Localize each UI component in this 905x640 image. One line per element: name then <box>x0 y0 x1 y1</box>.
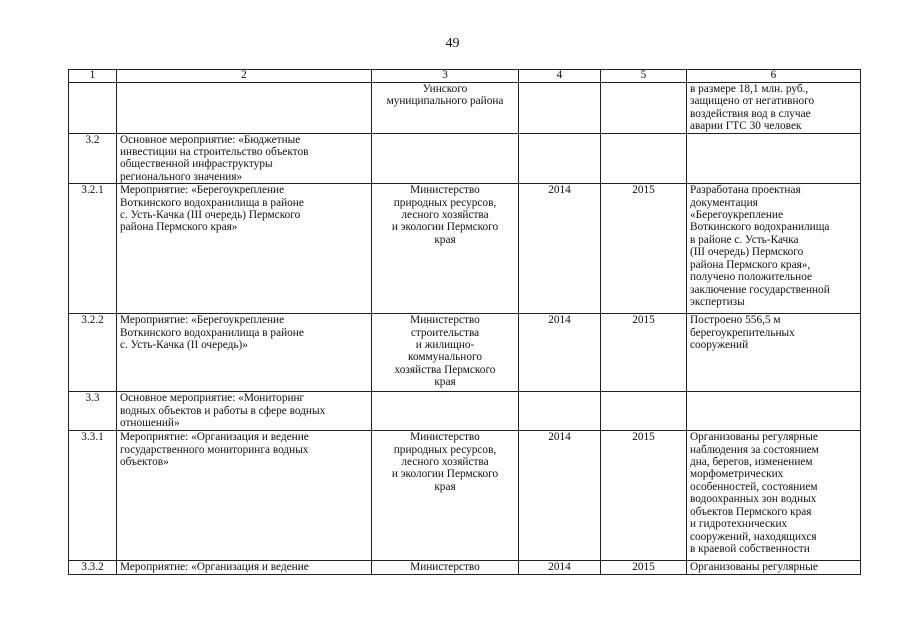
activity-cell: Мероприятие: «Организация и ведение <box>117 561 372 575</box>
table-row <box>69 314 861 392</box>
executor-cell: Министерство природных ресурсов, лесного хозяйства и экологии Пермского края <box>372 431 519 561</box>
result-cell: Разработана проектная документация «Берегоукрепление Воткинского водохранилища в районе с. Усть-Качка (III очередь) Пермского района Пермского края», получено положительное заключение государственной экспертизы <box>687 184 861 314</box>
row-number-cell <box>69 83 117 134</box>
result-cell: Организованы регулярные наблюдения за состоянием дна, берегов, изменением морфометрических особенностей, состоянием водоохранных зон водных объектов Пермского края и гидротехнических сооружений, находящихся в краевой собственности <box>687 431 861 561</box>
activity-cell: Основное мероприятие: «Бюджетные инвестиции на строительство объектов общественной инфраструктуры регионального значения» <box>117 133 372 184</box>
executor-cell <box>372 392 519 431</box>
end-year-cell <box>601 133 687 184</box>
executor-cell: Уинского муниципального района <box>372 83 519 134</box>
row-number-cell: 3.3.2 <box>69 561 117 575</box>
column-header: 2 <box>117 70 372 83</box>
column-header: 4 <box>519 70 601 83</box>
executor-cell: Министерство природных ресурсов, лесного хозяйства и экологии Пермского края <box>372 184 519 314</box>
row-number-cell: 3.2 <box>69 133 117 184</box>
header-row <box>69 70 861 83</box>
start-year-cell <box>519 83 601 134</box>
start-year-cell: 2014 <box>519 561 601 575</box>
table-row <box>69 133 861 184</box>
start-year-cell <box>519 133 601 184</box>
end-year-cell: 2015 <box>601 561 687 575</box>
table-row <box>69 83 861 134</box>
end-year-cell: 2015 <box>601 431 687 561</box>
table-row <box>69 184 861 314</box>
end-year-cell: 2015 <box>601 184 687 314</box>
result-cell: Организованы регулярные <box>687 561 861 575</box>
start-year-cell <box>519 392 601 431</box>
row-number-cell: 3.3 <box>69 392 117 431</box>
result-cell: Построено 556,5 м берегоукрепительных сооружений <box>687 314 861 392</box>
activity-cell: Основное мероприятие: «Мониторинг водных объектов и работы в сфере водных отношений» <box>117 392 372 431</box>
page-number: 49 <box>445 36 460 51</box>
table-row <box>69 561 861 575</box>
activity-cell: Мероприятие: «Организация и ведение государственного мониторинга водных объектов» <box>117 431 372 561</box>
start-year-cell: 2014 <box>519 314 601 392</box>
column-header: 6 <box>687 70 861 83</box>
result-cell <box>687 133 861 184</box>
result-cell <box>687 392 861 431</box>
executor-cell: Министерство строительства и жилищно- коммунального хозяйства Пермского края <box>372 314 519 392</box>
table-row <box>69 392 861 431</box>
column-header: 3 <box>372 70 519 83</box>
column-header: 5 <box>601 70 687 83</box>
activity-cell <box>117 83 372 134</box>
column-header: 1 <box>69 70 117 83</box>
row-number-cell: 3.2.1 <box>69 184 117 314</box>
start-year-cell: 2014 <box>519 431 601 561</box>
result-cell: в размере 18,1 млн. руб., защищено от негативного воздействия вод в случае аварии ГТС 30 человек <box>687 83 861 134</box>
end-year-cell <box>601 392 687 431</box>
end-year-cell <box>601 83 687 134</box>
program-table <box>68 69 861 575</box>
start-year-cell: 2014 <box>519 184 601 314</box>
end-year-cell: 2015 <box>601 314 687 392</box>
table-row <box>69 431 861 561</box>
activity-cell: Мероприятие: «Берегоукрепление Воткинского водохранилища в районе с. Усть-Качка (III очередь) Пермского района Пермского края» <box>117 184 372 314</box>
executor-cell: Министерство <box>372 561 519 575</box>
row-number-cell: 3.2.2 <box>69 314 117 392</box>
row-number-cell: 3.3.1 <box>69 431 117 561</box>
activity-cell: Мероприятие: «Берегоукрепление Воткинского водохранилища в районе с. Усть-Качка (II очередь)» <box>117 314 372 392</box>
executor-cell <box>372 133 519 184</box>
